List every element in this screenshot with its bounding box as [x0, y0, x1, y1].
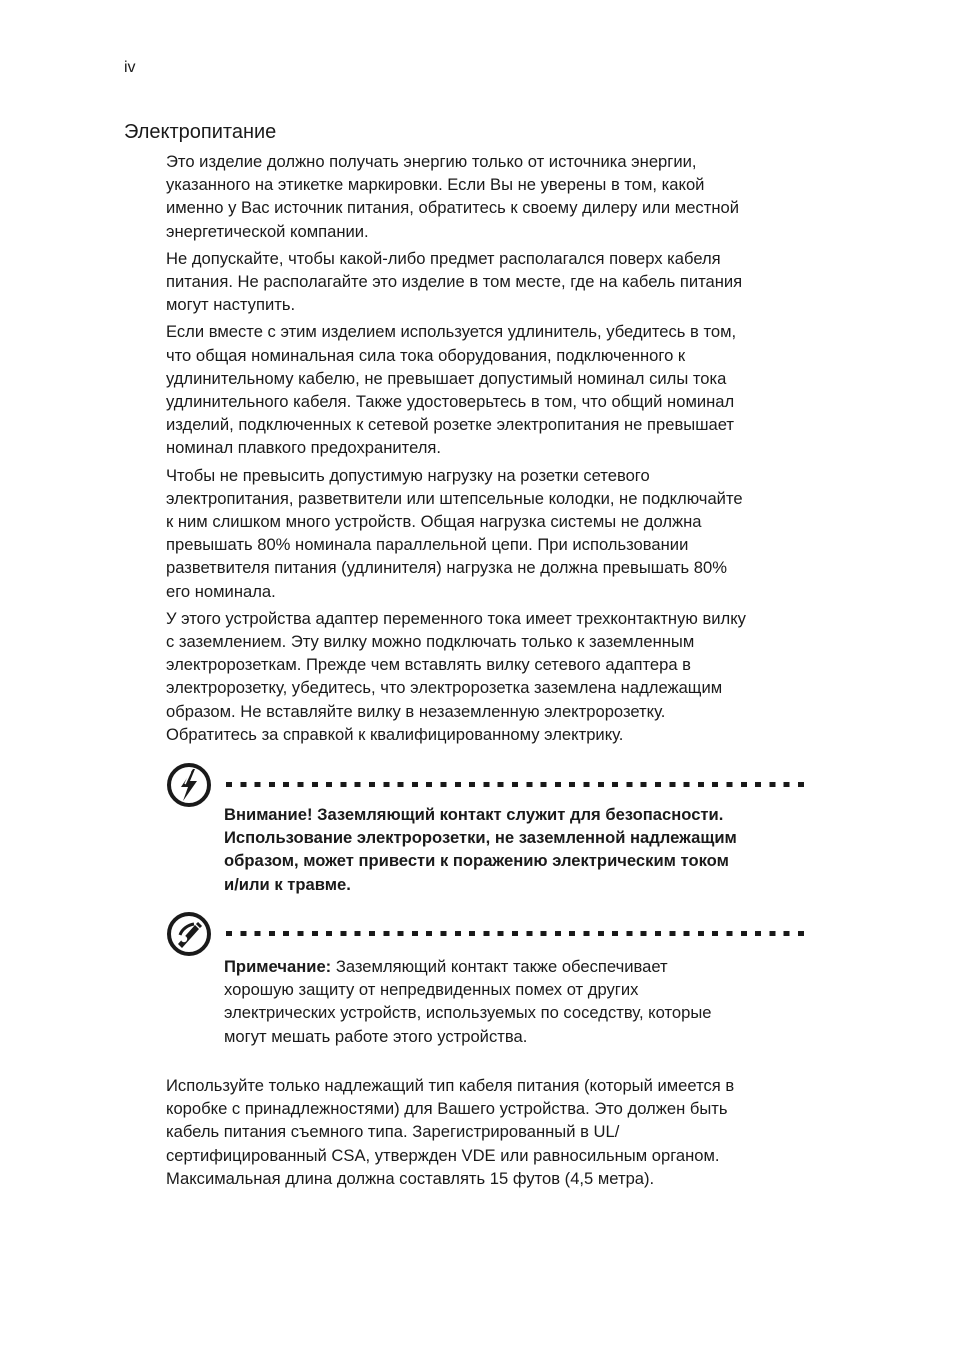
paragraph-power-cable-type: Используйте только надлежащий тип кабеля питания (который имеется в коробке с принадлежностями) для Вашего устройства. Это должен быть кабель питания съемного типа. Зарегистрированный в UL/ сертифицированный CSA, утвержден VDE или равносильным органом. Максимальная длина должна составлять 15 футов (4,5 метра). [166, 1076, 735, 1188]
warning-callout [166, 762, 812, 897]
note-text-block [224, 955, 814, 1048]
paragraph-power-source: Это изделие должно получать энергию только от источника энергии, указанного на этикетке маркировки. Если Вы не уверены в том, какой именно у Вас источник питания, обратитесь к своему дилеру или местной энергетической компании. [166, 152, 739, 241]
note-pen-icon [166, 911, 212, 957]
paragraph-extension-cord: Если вместе с этим изделием используется удлинитель, убедитесь в том, что общая номинальная сила тока оборудования, подключенного к удлинительному кабелю, не превышает допустимый номинал силы тока удлинительного кабеля. Также удостоверьтесь в том, что общий номинал изделий, подключенных к сетевой розетке электропитания не превышает номинал плавкого предохранителя. [166, 322, 737, 458]
final-text-block [166, 1074, 826, 1194]
lightning-warning-icon [166, 762, 212, 808]
main-text-block [166, 150, 826, 750]
paragraph-overload: Чтобы не превысить допустимую нагрузку на розетки сетевого электропитания, разветвители или штепсельные колодки, не подключайте к ним слишком много устройств. Общая нагрузка системы не должна превышать 80% номинала параллельной цепи. При использовании разветвителя питания (удлинителя) нагрузка не должна превышать 80% его номинала. [166, 465, 743, 601]
note-callout [166, 911, 812, 1051]
page-number: iv [124, 59, 136, 76]
note-label: Примечание: [224, 957, 332, 976]
section-title: Электропитание [124, 121, 277, 143]
warning-text: Внимание! Заземляющий контакт служит для безопасности. Использование электророзетки, не заземленной надлежащим образом, может привести к поражению электрическим током и/или к травме. [224, 805, 737, 894]
warning-divider [226, 782, 812, 787]
note-text: Заземляющий контакт также обеспечивает хорошую защиту от непредвиденных помех от других электрических устройств, используемых по соседству, которые могут мешать работе этого устройства. [224, 957, 712, 1046]
paragraph-grounded-plug: У этого устройства адаптер переменного тока имеет трехконтактную вилку с заземлением. Эту вилку можно подключать только к заземленным электророзеткам. Прежде чем вставлять вилку сетевого адаптера в электророзетку, убедитесь, что электророзетка заземлена надлежащим образом. Не вставляйте вилку в незаземленную электророзетку. Обратитесь за справкой к квалифицированному электрику. [166, 608, 746, 744]
note-divider [226, 931, 812, 936]
paragraph-cable-placement: Не допускайте, чтобы какой-либо предмет располагался поверх кабеля питания. Не располагайте это изделие в том месте, где на кабель питания могут наступить. [166, 248, 743, 315]
